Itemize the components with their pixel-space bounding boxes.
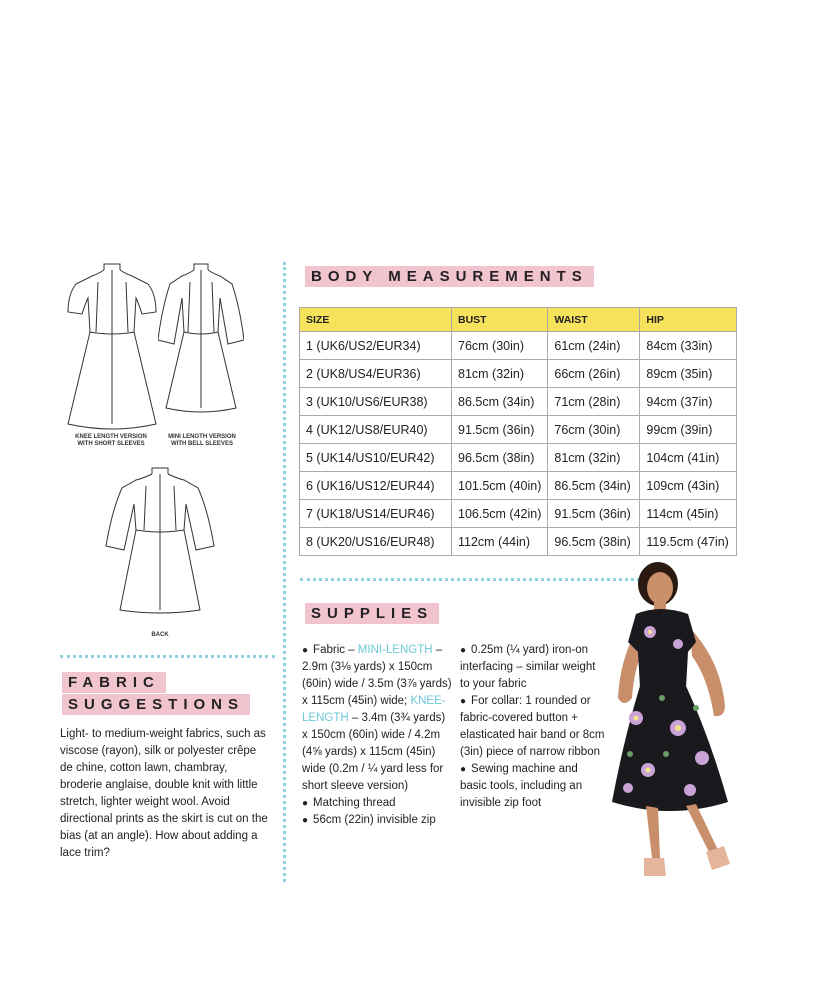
cell-hip: 89cm (35in) — [640, 360, 737, 388]
cell-size: 3 (UK10/US6/EUR38) — [300, 388, 452, 416]
caption-back: BACK — [151, 632, 169, 638]
dress-sketch-back — [104, 466, 216, 616]
fabric-heading-line2: SUGGESTIONS — [62, 694, 250, 715]
cell-bust: 112cm (44in) — [452, 528, 548, 556]
table-row — [300, 388, 737, 416]
cell-waist: 71cm (28in) — [548, 388, 640, 416]
body-measurements-heading: BODY MEASUREMENTS — [305, 266, 594, 287]
column-header-bust: BUST — [452, 308, 548, 332]
cell-size: 8 (UK20/US16/EUR48) — [300, 528, 452, 556]
cell-bust: 101.5cm (40in) — [452, 472, 548, 500]
supply-sewing: ● Sewing machine and basic tools, including an invisible zip foot — [460, 761, 605, 812]
cell-waist: 91.5cm (36in) — [548, 500, 640, 528]
dress-sketch-mini-length — [158, 262, 244, 414]
cell-waist: 61cm (24in) — [548, 332, 640, 360]
caption-mini-length: MINI LENGTH VERSION WITH BELL SLEEVES — [168, 434, 236, 447]
supply-zip: ● 56cm (22in) invisible zip — [302, 812, 454, 829]
cell-size: 4 (UK12/US8/EUR40) — [300, 416, 452, 444]
cell-waist: 76cm (30in) — [548, 416, 640, 444]
supplies-column-1 — [302, 642, 454, 829]
table-row — [300, 332, 737, 360]
cell-hip: 109cm (43in) — [640, 472, 737, 500]
column-header-size: SIZE — [300, 308, 452, 332]
caption-knee-length: KNEE LENGTH VERSION WITH SHORT SLEEVES — [75, 434, 147, 447]
supply-thread: ● Matching thread — [302, 795, 454, 812]
dotted-divider-left — [60, 655, 275, 658]
table-row — [300, 444, 737, 472]
cell-size: 6 (UK16/US12/EUR44) — [300, 472, 452, 500]
dress-sketch-knee-length — [62, 262, 162, 434]
cell-hip: 104cm (41in) — [640, 444, 737, 472]
cell-size: 7 (UK18/US14/EUR46) — [300, 500, 452, 528]
cell-hip: 114cm (45in) — [640, 500, 737, 528]
cell-size: 1 (UK6/US2/EUR34) — [300, 332, 452, 360]
cell-waist: 66cm (26in) — [548, 360, 640, 388]
table-row — [300, 472, 737, 500]
cell-bust: 81cm (32in) — [452, 360, 548, 388]
supply-fabric: ● Fabric – MINI-LENGTH – 2.9m (3⅛ yards) x 150cm (60in) wide / 3.5m (3⅞ yards) x 115cm (45in) wide; KNEE-LENGTH – 3.4m (3¾ yards) x 150cm (60in) wide / 4.2m (4⅝ yards) x 115cm (45in) wide (0.2m / ¼ yard less for short sleeve version) — [302, 642, 454, 795]
column-header-waist: WAIST — [548, 308, 640, 332]
mini-length-label: MINI-LENGTH — [357, 644, 433, 656]
cell-hip: 99cm (39in) — [640, 416, 737, 444]
cell-bust: 106.5cm (42in) — [452, 500, 548, 528]
cell-hip: 119.5cm (47in) — [640, 528, 737, 556]
cell-size: 5 (UK14/US10/EUR42) — [300, 444, 452, 472]
cell-waist: 81cm (32in) — [548, 444, 640, 472]
supply-collar: ● For collar: 1 rounded or fabric-covered button + elasticated hair band or 8cm (3in) piece of narrow ribbon — [460, 693, 605, 761]
table-row — [300, 416, 737, 444]
vertical-dotted-divider — [283, 262, 286, 882]
supply-interfacing: ● 0.25m (¼ yard) iron-on interfacing – similar weight to your fabric — [460, 642, 605, 693]
cell-bust: 76cm (30in) — [452, 332, 548, 360]
cell-bust: 96.5cm (38in) — [452, 444, 548, 472]
table-row — [300, 528, 737, 556]
column-header-hip: HIP — [640, 308, 737, 332]
model-photo — [600, 558, 760, 894]
table-row — [300, 500, 737, 528]
cell-hip: 84cm (33in) — [640, 332, 737, 360]
dotted-divider-right — [300, 578, 640, 581]
table-row — [300, 360, 737, 388]
supplies-heading: SUPPLIES — [305, 603, 439, 624]
cell-waist: 96.5cm (38in) — [548, 528, 640, 556]
knee-length-label: KNEE-LENGTH — [302, 695, 446, 724]
fabric-heading-line1: FABRIC — [62, 672, 166, 693]
fabric-suggestions-text: Light- to medium-weight fabrics, such as viscose (rayon), silk or polyester crêpe de chine, cotton lawn, chambray, broderie anglaise, double knit with little stretch, lighter weight wool. Avoid directional prints as the skirt is cut on the bias (at an angle). How about adding a lace trim? — [60, 728, 268, 859]
cell-bust: 86.5cm (34in) — [452, 388, 548, 416]
body-measurements-table — [299, 307, 737, 556]
cell-waist: 86.5cm (34in) — [548, 472, 640, 500]
cell-hip: 94cm (37in) — [640, 388, 737, 416]
cell-bust: 91.5cm (36in) — [452, 416, 548, 444]
cell-size: 2 (UK8/US4/EUR36) — [300, 360, 452, 388]
table-header-row — [300, 308, 737, 332]
supplies-column-2 — [460, 642, 605, 812]
